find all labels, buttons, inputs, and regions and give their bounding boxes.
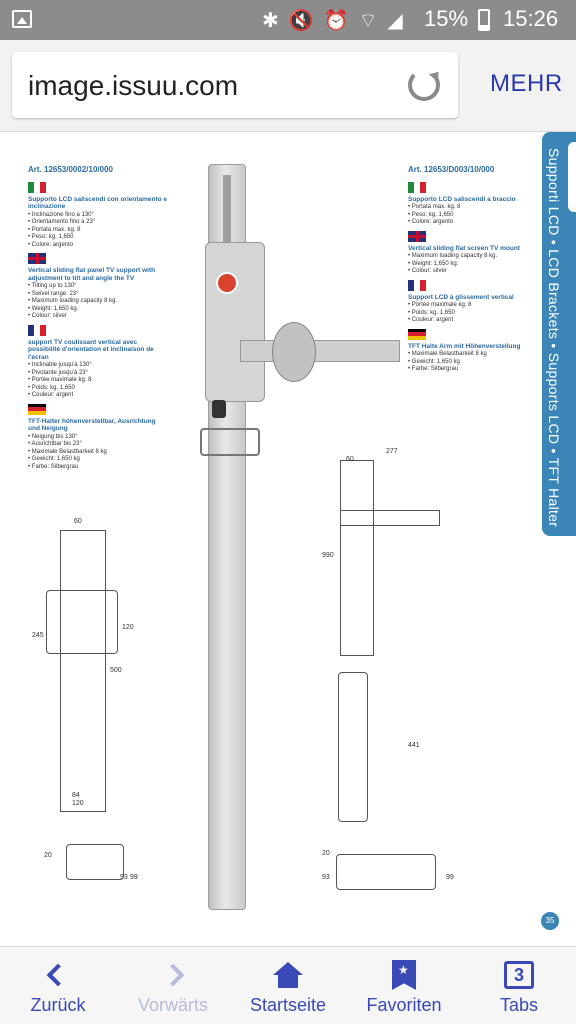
status-bar [0, 0, 576, 40]
spec-item: • Couleur: argent [28, 392, 168, 400]
spec-item: • Farbe: Silbergrau [28, 464, 168, 472]
drawing-right-side [338, 672, 368, 822]
uk-flag-icon [408, 231, 426, 242]
uk-flag-icon [28, 253, 46, 264]
signal-icon: ◢ [387, 8, 403, 32]
spec-item: • Peso: kg. 1,650 [28, 234, 168, 242]
spec-item: • Portata max. kg. 8 [28, 227, 168, 235]
right-de-specs [408, 351, 538, 374]
gallery-notification-icon [12, 10, 32, 28]
spec-item: • Orientamento fino a 23° [28, 219, 168, 227]
battery-icon [478, 9, 490, 31]
dim-label: 99 [130, 874, 138, 881]
spec-item: • Weight: 1,650 kg. [28, 306, 168, 314]
chevron-right-icon [162, 964, 185, 987]
dim-label: 441 [408, 742, 420, 749]
spec-item: • Colour: silver [28, 313, 168, 321]
drawing-left-front [60, 530, 106, 812]
side-tab-label: Supporti LCD • LCD Brackets • Supports LCD • TFT Halter [546, 148, 562, 528]
left-en-specs [28, 283, 168, 321]
dim-label: 277 [386, 448, 398, 455]
more-button[interactable]: MEHR [490, 70, 563, 97]
spec-item: • Maximale Belastbarkeit 8 kg [408, 351, 538, 359]
dim-label: 60 [346, 456, 354, 463]
drawing-left-base [66, 844, 124, 880]
dim-label: 20 [322, 850, 330, 857]
right-de-heading: TFT Halte Arm mit Höhenverstellung [408, 342, 521, 350]
dim-label: 93 [120, 874, 128, 881]
home-label: Startseite [249, 995, 327, 1015]
germany-flag-icon [28, 404, 46, 415]
status-icons [262, 8, 403, 32]
browser-toolbar [0, 40, 576, 132]
back-button[interactable] [14, 947, 102, 1025]
drawing-right-pole [340, 460, 374, 656]
left-it-specs [28, 212, 168, 250]
spec-item: • Farbe: Silbergrau [408, 366, 538, 374]
product-handle [212, 400, 226, 418]
right-fr-heading: Support LCD à glissement vertical [408, 293, 514, 301]
spec-item: • Colore: argento [28, 242, 168, 250]
clock: 15:26 [503, 6, 559, 31]
bottom-navigation [0, 946, 576, 1024]
right-article-number: Art. 12653/D003/10/000 [408, 165, 495, 174]
spec-item: • Inclinazione fino a 130° [28, 212, 168, 220]
alarm-icon: ⏰ [323, 8, 349, 32]
catalog-page [0, 132, 576, 946]
chevron-left-icon [47, 964, 70, 987]
dim-label: 99 [446, 874, 454, 881]
right-it-specs [408, 204, 538, 227]
url-text: image.issuu.com [28, 70, 239, 101]
forward-label: Vorwärts [137, 995, 209, 1015]
product-arm [240, 340, 400, 362]
drawing-right-arm [340, 510, 440, 526]
bookmark-star-icon [392, 960, 416, 990]
left-it-heading: Supporto LCD saliscendi con orientamento e inclinazione [28, 195, 168, 210]
spec-item: • Portée maximale kg. 8 [408, 302, 538, 310]
spec-item: • Weight: 1,650 kg. [408, 261, 538, 269]
spec-item: • Peso: kg. 1,650 [408, 212, 538, 220]
spec-item: • Inclinable jusqu'à 130° [28, 362, 168, 370]
product-knob [216, 272, 238, 294]
spec-item: • Tilting up to 130° [28, 283, 168, 291]
wifi-icon: ⌔ [358, 7, 378, 32]
left-de-specs [28, 434, 168, 472]
product-mount [205, 242, 265, 402]
spec-item: • Gewicht: 1,650 kg [28, 456, 168, 464]
spec-item: • Maximale Belastbarkeit 8 kg [28, 449, 168, 457]
tabs-button[interactable] [484, 947, 554, 1025]
right-en-heading: Vertical sliding flat screen TV mount [408, 244, 520, 252]
favorites-button[interactable] [356, 947, 452, 1025]
reload-icon[interactable] [408, 69, 440, 101]
url-field[interactable] [12, 52, 458, 118]
spec-item: • Portata max. kg. 8 [408, 204, 538, 212]
dim-label: 60 [74, 518, 82, 525]
france-flag-icon [408, 280, 426, 291]
back-label: Zurück [30, 995, 86, 1015]
tabs-label: Tabs [499, 995, 539, 1015]
drawing-left-plate [46, 590, 118, 654]
right-fr-specs [408, 302, 538, 325]
dim-label: 20 [44, 852, 52, 859]
dim-label: 990 [322, 552, 334, 559]
right-product-column [408, 166, 538, 378]
page-number: 35 [541, 912, 559, 930]
tabs-icon: 3 [504, 961, 534, 989]
spec-item: • Couleur: argent [408, 317, 538, 325]
dim-label: 120 [72, 800, 84, 807]
dim-label: 245 [32, 632, 44, 639]
product-vesa-plate [272, 322, 316, 382]
spec-item: • Swivel range: 23° [28, 291, 168, 299]
spec-item: • Neigung bis 130° [28, 434, 168, 442]
battery-percent: 15% [424, 6, 469, 31]
left-de-heading: TFT-Halter höhenverstellbar, Ausrichtung und Neigung [28, 417, 156, 432]
dim-label: 500 [110, 667, 122, 674]
spec-item: • Maximum loading capacity 8 kg. [408, 253, 538, 261]
spec-item: • Gewicht: 1,650 kg [408, 359, 538, 367]
spec-item: • Colour: silver [408, 268, 538, 276]
product-clamp [200, 428, 260, 456]
spec-item: • Maximum loading capacity 8 kg. [28, 298, 168, 306]
italy-flag-icon [408, 182, 426, 193]
scroll-indicator [568, 142, 576, 212]
left-article-number: Art. 12653/0002/10/000 [28, 165, 113, 174]
spec-item: • Portée maximale kg. 8 [28, 377, 168, 385]
left-fr-specs [28, 362, 168, 400]
bluetooth-icon: ✱ [262, 8, 279, 32]
favorites-label: Favoriten [366, 995, 442, 1015]
home-button[interactable] [240, 947, 336, 1025]
right-it-heading: Supporto LCD saliscendi a braccio [408, 195, 516, 203]
italy-flag-icon [28, 182, 46, 193]
right-en-specs [408, 253, 538, 276]
spec-item: • Pivotante jusqu'à 23° [28, 370, 168, 378]
left-product-column [28, 166, 168, 475]
dim-label: 120 [122, 624, 134, 631]
spec-item: • Ausrichtbar bis 23° [28, 441, 168, 449]
spec-item: • Colore: argento [408, 219, 538, 227]
left-en-heading: Vertical sliding flat panel TV support with adjustment to tilt and angle the TV [28, 267, 156, 282]
spec-item: • Poids: kg. 1,650 [408, 310, 538, 318]
dim-label: 84 [72, 792, 80, 799]
left-fr-heading: support TV coulissant vertical avec possibilité d'orientation et inclinaison de l'écran [28, 338, 154, 361]
mute-icon: 🔇 [288, 8, 314, 32]
germany-flag-icon [408, 329, 426, 340]
spec-item: • Poids: kg. 1,650 [28, 385, 168, 393]
drawing-right-base [336, 854, 436, 890]
home-icon [273, 962, 303, 988]
dim-label: 93 [322, 874, 330, 881]
france-flag-icon [28, 325, 46, 336]
forward-button[interactable] [126, 947, 220, 1025]
